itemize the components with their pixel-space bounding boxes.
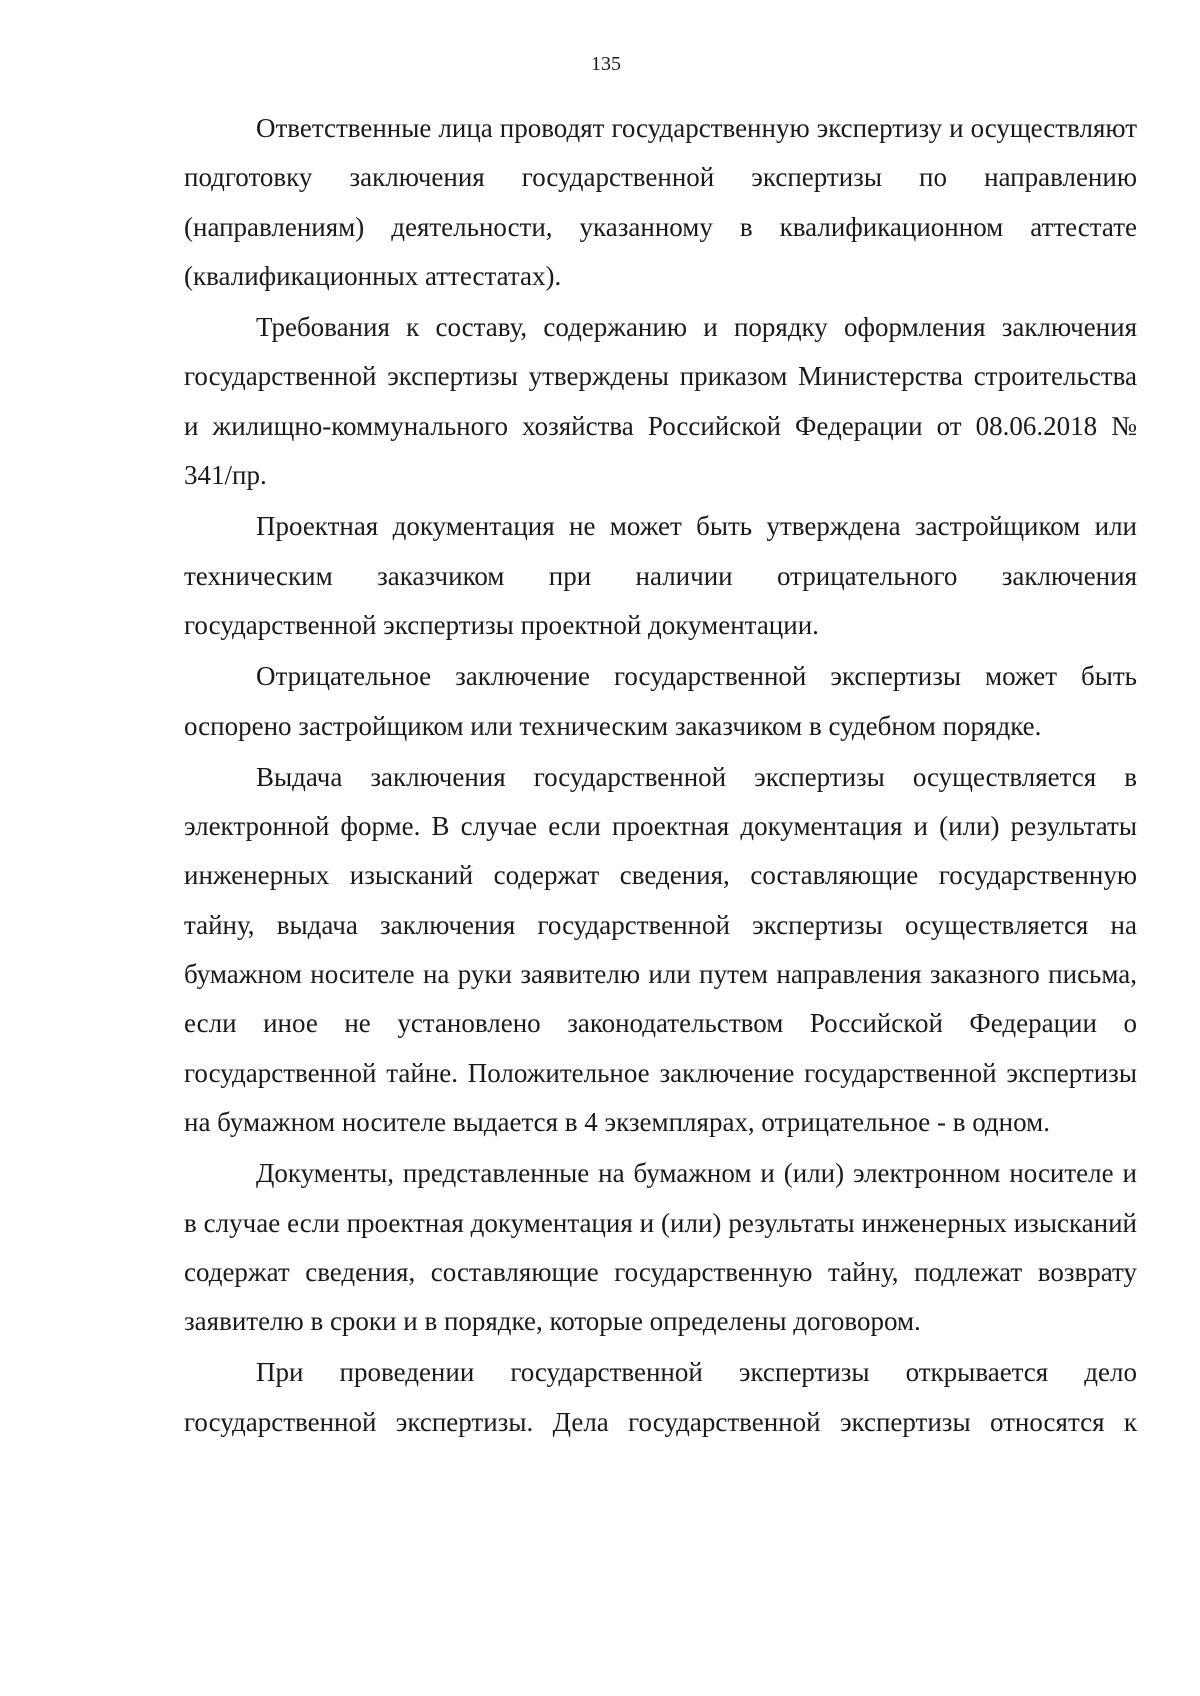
paragraph-case-file: При проведении государственной экспертизы открывается дело государственной экспертизы. Дела государственной экспертизы относятся к: [184, 1357, 1137, 1437]
paragraph-responsible-persons: Ответственные лица проводят государственную экспертизу и осуществляют подготовку заключения государственной экспертизы по направлению (направлениям) деятельности, указанному в квалификационном аттестате (квалификационных аттестатах).: [184, 113, 1137, 291]
paragraph-requirements: Требования к составу, содержанию и порядку оформления заключения государственной экспертизы утверждены приказом Министерства строительства и жилищно-коммунального хозяйства Российской Федерации от 08.06.2018 № 341/пр.: [184, 312, 1137, 491]
paragraph-issuance: Выдача заключения государственной экспертизы осуществляется в электронной форме. В случае если проектная документация и (или) результаты инженерных изысканий содержат сведения, составляющие государственную тайну, выдача заключения государственной экспертизы осуществляется на бумажном носителе на руки заявителю или путем направления заказного письма, если иное не установлено законодательством Российской Федерации о государственной тайне. Положительное заключение государственной экспертизы на бумажном носителе выдается в 4 экземплярах, отрицательное - в одном.: [184, 761, 1137, 1137]
paragraph-documents-return: Документы, представленные на бумажном и (или) электронном носителе и в случае если проектная документация и (или) результаты инженерных изысканий содержат сведения, составляющие государственную тайну, подлежат возврату заявителю в сроки и в порядке, которые определены договором.: [184, 1158, 1137, 1337]
page-number: 135: [591, 53, 621, 75]
paragraph-project-documentation: Проектная документация не может быть утверждена застройщиком или техническим заказчиком при наличии отрицательного заключения государственной экспертизы проектной документации.: [184, 511, 1137, 640]
paragraph-negative-conclusion: Отрицательное заключение государственной экспертизы может быть оспорено застройщиком или техническим заказчиком в судебном порядке.: [184, 661, 1137, 741]
document-body: [184, 104, 1137, 1449]
